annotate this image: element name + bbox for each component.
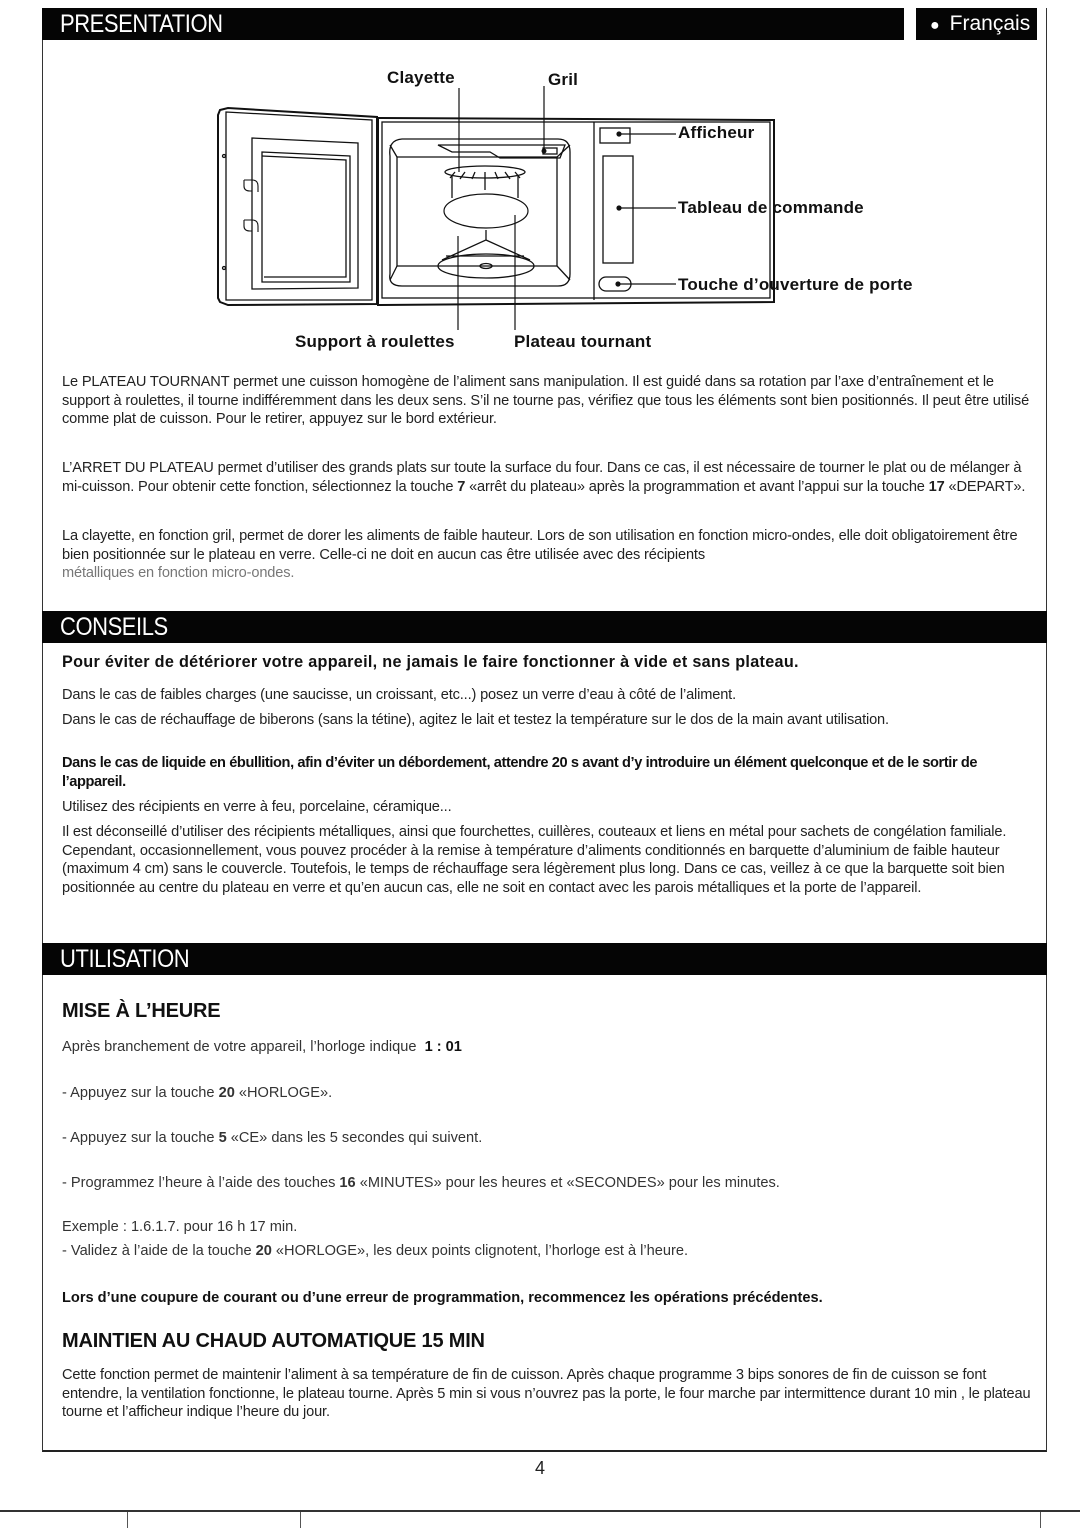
bullet-icon: ● xyxy=(930,17,940,34)
key-number: 7 xyxy=(457,478,466,495)
conseil-recipients: Utilisez des récipients en verre à feu, porcelaine, céramique... xyxy=(62,799,452,815)
text-span: «CE» dans les 5 secondes qui suivent. xyxy=(226,1130,483,1146)
text-span: - Appuyez sur la touche xyxy=(62,1085,219,1101)
paragraph-plateau-tournant: Le PLATEAU TOURNANT permet une cuisson homogène de l’aliment sans manipulation. Il est guidé dans sa rotation par l’axe d’entraînement et le support à roulettes, il tourne indifféremment dans les deux sens. S’il ne tourne pas, vérifiez que tous les éléments sont bien positionnés. Il peut être utilisé comme plat de cuisson. Pour le retirer, appuyez sur le bord extérieur. xyxy=(62,374,1030,427)
page-number: 4 xyxy=(535,1458,546,1478)
step-programmez xyxy=(62,1175,780,1191)
key-number: 5 xyxy=(218,1130,227,1146)
label-tableau-commande: Tableau de commande xyxy=(678,198,864,217)
conseil-biberons: Dans le cas de réchauffage de biberons (sans la tétine), agitez le lait et testez la température sur le dos de la main avant utilisation. xyxy=(62,712,889,728)
label-clayette: Clayette xyxy=(387,68,455,87)
section-title-presentation: PRESENTATION xyxy=(60,10,223,38)
text-span: - Appuyez sur la touche xyxy=(62,1130,219,1146)
divider xyxy=(300,1512,301,1528)
step-ce xyxy=(62,1130,482,1146)
note-coupure: Lors d’une coupure de courant ou d’une erreur de programmation, recommencez les opérations précédentes. xyxy=(62,1290,823,1306)
key-number: 16 xyxy=(339,1175,356,1191)
paragraph-arret-plateau xyxy=(62,459,1034,496)
label-touche-ouverture: Touche d’ouverture de porte xyxy=(678,275,913,294)
text-span: - Validez à l’aide de la touche xyxy=(62,1243,256,1259)
label-plateau-tournant: Plateau tournant xyxy=(514,332,652,351)
section-banner-presentation xyxy=(42,8,904,40)
divider xyxy=(127,1512,128,1528)
bottom-rule xyxy=(0,1510,1080,1512)
section-banner-conseils xyxy=(42,611,1047,643)
clock-value: 1 : 01 xyxy=(424,1039,462,1055)
paragraph-maintien: Cette fonction permet de maintenir l’aliment à sa température de fin de cuisson. Après chaque programme 3 bips sonores de fin de cuisson se font entendre, la ventilation fonctionne, le plateau tourne. Après 5 min si vous n’ouvrez pas la porte, le four marche par intermittence durant 10 min , le plateau tourne et l’afficheur indique l’heure du jour. xyxy=(62,1367,1031,1420)
heading-mise-a-l-heure: MISE À L’HEURE xyxy=(62,1000,221,1022)
heading-maintien-au-chaud: MAINTIEN AU CHAUD AUTOMATIQUE 15 MIN xyxy=(62,1330,485,1352)
divider xyxy=(1040,1512,1041,1528)
text-span: - Programmez l’heure à l’aide des touches xyxy=(62,1175,340,1191)
language-tab xyxy=(912,8,1037,40)
text-span: «arrêt du plateau» après la programmation et avant l’appui sur la touche xyxy=(465,478,929,495)
intro-horloge xyxy=(62,1039,462,1055)
label-gril: Gril xyxy=(548,70,579,89)
label-support-roulettes: Support à roulettes xyxy=(295,332,455,351)
section-title-utilisation: UTILISATION xyxy=(60,945,190,973)
text-span: «HORLOGE». xyxy=(234,1085,333,1101)
language-label: Français xyxy=(949,12,1031,35)
warning-line: Pour éviter de détériorer votre appareil, ne jamais le faire fonctionner à vide et sans plateau. xyxy=(62,653,799,671)
key-number: 20 xyxy=(218,1085,235,1101)
key-number: 17 xyxy=(928,478,945,495)
step-horloge xyxy=(62,1085,332,1101)
text-span: L’ARRET DU PLATEAU permet d’utiliser des grands plats sur toute la surface du four. Dans ce cas, il est nécessaire de tourner le plat ou de mélanger à mi-cuisson. Pour obtenir cette fonction, sélectionnez la touche xyxy=(62,460,1022,495)
section-title-conseils: CONSEILS xyxy=(60,613,168,641)
example-line: Exemple : 1.6.1.7. pour 16 h 17 min. xyxy=(62,1219,298,1235)
text-span: métalliques en fonction micro-ondes. xyxy=(62,565,295,581)
paragraph-clayette xyxy=(62,527,1034,583)
conseil-faibles-charges: Dans le cas de faibles charges (une saucisse, un croissant, etc...) posez un verre d’eau à côté de l’aliment. xyxy=(62,687,736,703)
text-span: «DEPART». xyxy=(944,478,1026,495)
conseil-ebullition: Dans le cas de liquide en ébullition, afin d’éviter un débordement, attendre 20 s avant d’y introduire un élément quelconque et de le sortir de l’appareil. xyxy=(62,755,978,790)
text-span: «MINUTES» pour les heures et «SECONDES» pour les minutes. xyxy=(355,1175,780,1191)
microwave-diagram xyxy=(200,60,960,360)
text-span: «HORLOGE», les deux points clignotent, l’horloge est à l’heure. xyxy=(271,1243,689,1259)
key-number: 20 xyxy=(255,1243,272,1259)
text-span: Après branchement de votre appareil, l’horloge indique xyxy=(62,1039,421,1055)
conseil-metal: Il est déconseillé d’utiliser des récipients métalliques, ainsi que fourchettes, cuillères, couteaux et liens en métal pour sachets de congélation familiale. Cependant, occasionnellement, vous pouvez procéder à la remise à température d’aliments conditionnés en barquette d’aluminium de faible hauteur (maximum 4 cm) sans le couvercle. Toutefois, le temps de réchauffage sera légèrement plus long. Dans ce cas, veillez à ce que la barquette soit bien positionnée au centre du plateau en verre et qu’en aucun cas, elle ne soit en contact avec les parois métalliques et la porte de l’appareil. xyxy=(62,824,1007,896)
text-span: La clayette, en fonction gril, permet de dorer les aliments de faible hauteur. Lors de son utilisation en fonction micro-ondes, elle doit obligatoirement être bien positionnée sur le plateau en verre. Celle-ci ne doit en aucun cas être utilisée avec des récipients xyxy=(62,528,1018,563)
section-banner-utilisation xyxy=(42,943,1047,975)
step-validez xyxy=(62,1243,688,1259)
label-afficheur: Afficheur xyxy=(678,123,755,142)
